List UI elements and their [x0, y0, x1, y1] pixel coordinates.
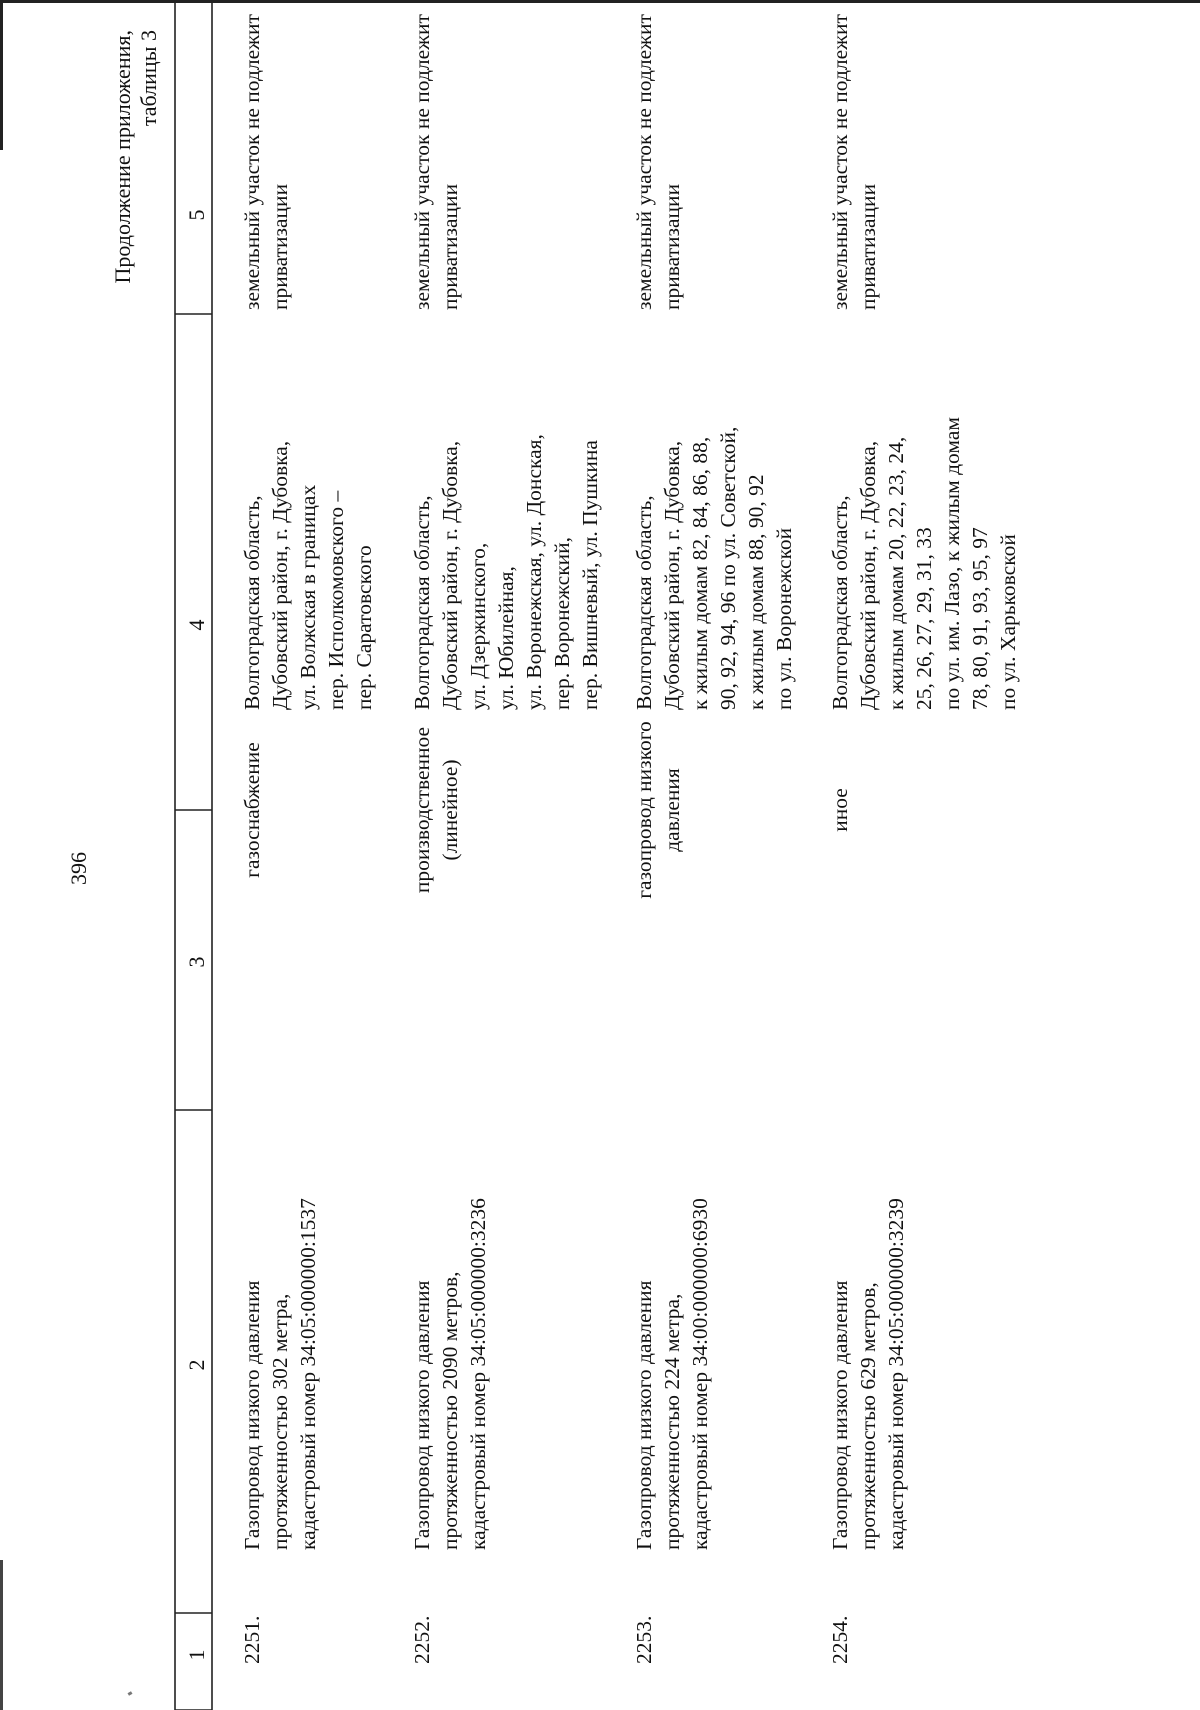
- address-line: по ул. им. Лазо, к жилым домам: [940, 417, 964, 710]
- address-line: пер. Саратовского: [352, 545, 376, 710]
- object-name-line: протяженностью 2090 метров,: [438, 1271, 462, 1550]
- note-line: земельный участок не подлежит: [828, 14, 852, 310]
- address-line: Волгоградская область,: [828, 495, 852, 710]
- row-number: 2252.: [410, 1615, 434, 1664]
- privatization-note: [826, 10, 882, 310]
- caption-line-1: Продолжение приложения,: [110, 30, 135, 284]
- object-name: [408, 1170, 492, 1550]
- address-line: по ул. Воронежской: [772, 527, 796, 710]
- address-line: Дубовский район, г. Дубовка,: [660, 440, 684, 710]
- object-name-line: протяженностью 302 метра,: [268, 1293, 292, 1550]
- note-line: приватизации: [856, 183, 880, 310]
- address-line: Дубовский район, г. Дубовка,: [438, 440, 462, 710]
- address-line: ул. Юбилейная,: [494, 566, 518, 710]
- address-line: 25, 26, 27, 29, 31, 33: [912, 527, 936, 710]
- object-name-line: кадастровый номер 34:05:000000:3236: [466, 1198, 490, 1550]
- object-type-line: газопровод низкого: [632, 721, 656, 899]
- note-line: приватизации: [268, 183, 292, 310]
- header-col-3: 3: [184, 956, 209, 968]
- object-address: [826, 330, 1022, 710]
- address-line: 90, 92, 94, 96 по ул. Советской,: [716, 426, 740, 710]
- header-col-4: 4: [184, 619, 209, 631]
- object-type-line: производственное: [410, 726, 434, 894]
- object-name-line: Газопровод низкого давления: [632, 1280, 656, 1550]
- header-col-5: 5: [184, 209, 209, 221]
- object-type-line: иное: [828, 788, 852, 832]
- object-name-line: кадастровый номер 34:00:000000:6930: [688, 1198, 712, 1550]
- address-line: к жилым домам 82, 84, 86, 88,: [688, 436, 712, 710]
- row-number: 2251.: [240, 1615, 264, 1664]
- object-name: [630, 1170, 714, 1550]
- address-line: Дубовский район, г. Дубовка,: [856, 440, 880, 710]
- object-type: [238, 710, 266, 910]
- header-col-2: 2: [184, 1359, 209, 1371]
- object-name-line: Газопровод низкого давления: [828, 1280, 852, 1550]
- address-line: 78, 80, 91, 93, 95, 97: [968, 527, 992, 710]
- address-line: Дубовский район, г. Дубовка,: [268, 440, 292, 710]
- note-line: приватизации: [660, 183, 684, 310]
- object-type-line: давления: [660, 768, 684, 852]
- privatization-note: [238, 10, 294, 310]
- address-line: ул. Дзержинского,: [466, 542, 490, 710]
- privatization-note: [408, 10, 464, 310]
- object-type: [408, 710, 464, 910]
- header-col-1: 1: [184, 1649, 209, 1661]
- object-type: [826, 710, 854, 910]
- object-type-line: (линейное): [438, 759, 462, 861]
- address-line: Волгоградская область,: [410, 495, 434, 710]
- note-line: земельный участок не подлежит: [410, 14, 434, 310]
- object-address: [238, 330, 378, 710]
- object-name: [238, 1170, 322, 1550]
- row-number: 2254.: [828, 1615, 852, 1664]
- object-name-line: кадастровый номер 34:05:000000:3239: [884, 1198, 908, 1550]
- address-line: пер. Исполкомовского –: [324, 490, 348, 710]
- object-name: [826, 1170, 910, 1550]
- object-name-line: Газопровод низкого давления: [410, 1280, 434, 1550]
- object-name-line: протяженностью 629 метров,: [856, 1282, 880, 1550]
- address-line: ул. Волжская в границах: [296, 484, 320, 710]
- object-name-line: протяженностью 224 метра,: [660, 1293, 684, 1550]
- object-name-line: кадастровый номер 34:05:000000:1537: [296, 1198, 320, 1550]
- object-type: [630, 710, 686, 910]
- object-type-line: газоснабжение: [240, 742, 264, 878]
- object-name-line: Газопровод низкого давления: [240, 1280, 264, 1550]
- object-address: [630, 330, 798, 710]
- address-line: ул. Воронежская, ул. Донская,: [522, 434, 546, 710]
- note-line: земельный участок не подлежит: [632, 14, 656, 310]
- page-number: 396: [66, 852, 91, 885]
- object-address: [408, 330, 604, 710]
- address-line: пер. Вишневый, ул. Пушкина: [578, 440, 602, 710]
- address-line: по ул. Харьковской: [996, 534, 1020, 710]
- note-line: земельный участок не подлежит: [240, 14, 264, 310]
- privatization-note: [630, 10, 686, 310]
- address-line: к жилым домам 20, 22, 23, 24,: [884, 436, 908, 710]
- caption-line-2: таблицы 3: [136, 30, 161, 127]
- address-line: Волгоградская область,: [632, 495, 656, 710]
- address-line: Волгоградская область,: [240, 495, 264, 710]
- address-line: к жилым домам 88, 90, 92: [744, 474, 768, 710]
- address-line: пер. Воронежский,: [550, 536, 574, 710]
- row-number: 2253.: [632, 1615, 656, 1664]
- note-line: приватизации: [438, 183, 462, 310]
